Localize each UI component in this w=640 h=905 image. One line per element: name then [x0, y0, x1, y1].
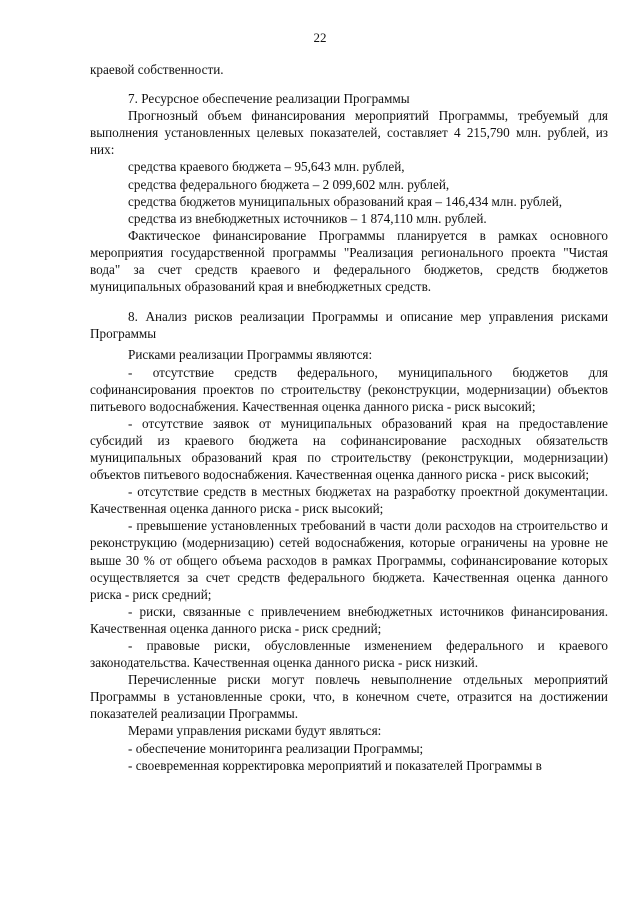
measure-item: - обеспечение мониторинга реализации Программы; — [128, 740, 424, 756]
page-number: 22 — [313, 30, 327, 45]
risk-item: - отсутствие заявок от муниципальных образований края на предоставление субсидий из краевого бюджета на софинансирование расходных обязательств муниципальных образований края по строительству (реконструкции, модернизации) объектов питьевого водоснабжения. Качественная оценка данного риска - риск высокий; — [90, 415, 608, 483]
paragraph: Прогнозный объем финансирования мероприятий Программы, требуемый для выполнения установленных целевых показателей, составляет 4 215,790 млн. рублей, из них: — [90, 108, 608, 158]
continued-paragraph: краевой собственности. — [90, 62, 224, 77]
funding-item: средства краевого бюджета – 95,643 млн. рублей, — [128, 159, 405, 175]
risk-item: - риски, связанные с привлечением внебюджетных источников финансирования. Качественная оценка данного риска - риск средний; — [90, 603, 608, 636]
section-8-heading: 8. Анализ рисков реализации Программы и описание мер управления рисками Программы — [90, 309, 608, 342]
funding-item: средства федерального бюджета – 2 099,602 млн. рублей, — [128, 176, 450, 192]
risk-item: - отсутствие средств федерального, муниципального бюджетов для софинансирования проектов по строительству (реконструкции, модернизации) объектов питьевого водоснабжения. Качественная оценка данного риска - риск высокий; — [90, 364, 608, 414]
measure-item: - своевременная корректировка мероприятий и показателей Программы в — [128, 757, 542, 773]
document-body — [90, 61, 608, 774]
risk-item: - превышение установленных требований в части доли расходов на строительство и реконструкцию (модернизацию) сетей водоснабжения, которые ограничены на уровне не выше 30 % от общего объема расходов в рамках Программы, софинансирование которых осуществляется за счет средств федерального бюджета. Качественная оценка данного риска - риск средний; — [90, 518, 608, 602]
funding-item: средства бюджетов муниципальных образований края – 146,434 млн. рублей, — [128, 193, 563, 209]
risk-item: - правовые риски, обусловленные изменением федерального и краевого законодательства. Качественная оценка данного риска - риск низкий. — [90, 638, 608, 671]
paragraph: Перечисленные риски могут повлечь невыполнение отдельных мероприятий Программы в установленные сроки, что, в конечном счете, отразится на достижении показателей реализации Программы. — [90, 672, 608, 722]
funding-item: средства из внебюджетных источников – 1 874,110 млн. рублей. — [128, 210, 487, 226]
paragraph: Мерами управления рисками будут являться: — [128, 723, 382, 739]
section-7-heading: 7. Ресурсное обеспечение реализации Программы — [128, 91, 410, 107]
paragraph: Фактическое финансирование Программы планируется в рамках основного мероприятия государственной программы "Реализация регионального проекта "Чистая вода" за счет средств краевого и федерального бюджетов, средств бюджетов муниципальных образований края и внебюджетных средств. — [90, 227, 608, 295]
risk-item: - отсутствие средств в местных бюджетах на разработку проектной документации. Качественная оценка данного риска - риск высокий; — [90, 484, 608, 517]
paragraph: Рисками реализации Программы являются: — [128, 347, 373, 363]
